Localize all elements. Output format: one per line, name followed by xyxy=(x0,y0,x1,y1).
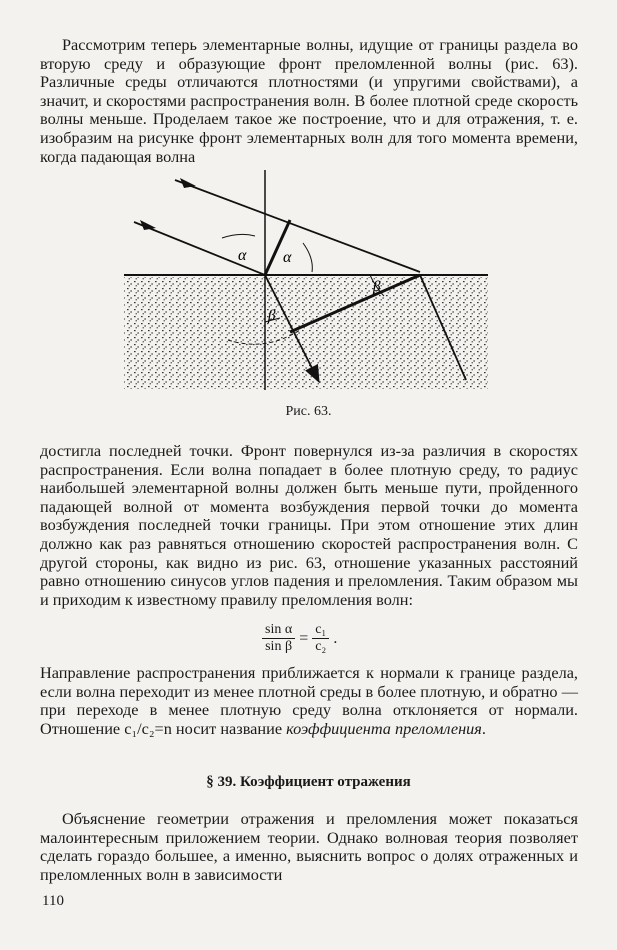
formula-eq: = xyxy=(299,629,309,647)
page-number: 110 xyxy=(42,893,64,909)
label-beta-bottom: β xyxy=(268,308,276,324)
paragraph-reflection: Объяснение геометрии отражения и преломления может показаться малоинтересным приложением теории. Однако волновая теория позволяет сделать гораздо большее, а именно, выяснить вопрос о долях отраженных и преломленных волн в зависимости xyxy=(40,809,578,884)
figure-63 xyxy=(0,0,617,420)
angle-arc-alpha-left xyxy=(222,234,255,238)
label-beta-top: β xyxy=(373,279,381,295)
incident-wavefront xyxy=(265,220,290,275)
paragraph-direction-end: . xyxy=(481,718,486,738)
formula-rhs xyxy=(312,622,329,655)
label-alpha-right: α xyxy=(283,249,292,266)
figure-caption: Рис. 63. xyxy=(285,404,332,419)
paragraph-refraction: достигла последней точки. Фронт повернулся из-за различия в скоростях распространения. Если волна попадает в более плотную среду, то радиус наибольшей элементарной волны должен быть меньше пути, пройденного падающей волной от момента возбуждения первой точки до момента возбуждения последней точки границы. При этом отношение этих длин должно как раз равняться отношению скоростей распространения волн. С другой стороны, как видно из рис. 63, отношение указанных расстояний равно отношению синусов углов падения и преломления. Таким образом мы и приходим к известному правилу преломления волн: xyxy=(40,441,578,609)
formula-lhs-num: sin α xyxy=(262,622,295,639)
formula-lhs xyxy=(262,622,295,655)
section-heading: § 39. Коэффициент отражения xyxy=(206,774,411,790)
paragraph-intro: Рассмотрим теперь элементарные волны, идущие от границы раздела во вторую среду и образующие фронт преломленной волны (рис. 63). Различные среды отличаются плотностями (и упругими свойствами), а значит, и скоростями распространения волн. В более плотной среде скорость волны меньше. Проделаем такое же построение, что и для отражения, т. е. изобразим на рисунке фронт элементарных волн для того момента времени, когда падающая волна xyxy=(40,35,578,166)
paragraph-direction xyxy=(40,664,578,738)
paragraph-direction-main: Направление распространения приближается к нормали к границе раздела, если волна переходит из менее плотной среды в более плотную, и обратно — при переходе в менее плотную среду волна отклоняется от нормали. Отношение c₁/c₂=n носит название xyxy=(40,663,578,738)
term-refraction-coefficient: коэффициента преломления xyxy=(286,718,482,738)
formula-lhs-den: sin β xyxy=(265,639,293,654)
formula-rhs-den: c₂ xyxy=(315,639,327,654)
dense-medium xyxy=(124,277,488,389)
formula-rhs-num: c₁ xyxy=(312,622,329,639)
arrow-icon xyxy=(140,220,156,230)
formula-end: . xyxy=(333,629,338,647)
refraction-formula xyxy=(262,622,337,655)
label-alpha-left: α xyxy=(238,247,247,264)
incident-ray-1 xyxy=(175,180,420,272)
angle-arc-alpha-right xyxy=(303,243,312,272)
